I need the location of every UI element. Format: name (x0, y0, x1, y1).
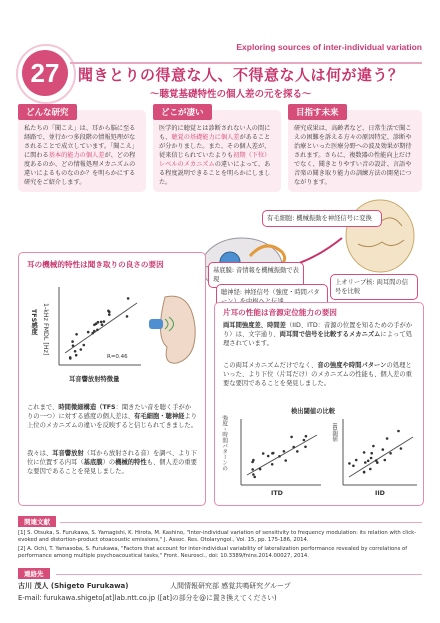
scatter-point (108, 311, 111, 314)
scatter-point (367, 460, 370, 463)
right-chart-ylabel-right: IID閾値 (331, 423, 338, 442)
scatter-point (252, 459, 255, 462)
scatter-point (397, 430, 400, 433)
label-olive: 上オリーブ核: 両耳間の信号を比較 (330, 274, 418, 300)
scatter-point (87, 331, 90, 334)
scatter-point (101, 323, 104, 326)
scatter-point (103, 320, 106, 323)
right-para2: この両耳メカニズムだけでなく、音の強度や時間パターンの処理といった、より下位（片耳だけ）のメカニズムの性能も、個人差の重要な要因であることを発見しました。 (223, 362, 412, 388)
scatter-point (305, 435, 308, 438)
scatter-point (267, 455, 270, 458)
ear-diagram-small (147, 289, 203, 369)
scatter-point (95, 322, 98, 325)
left-section (18, 252, 206, 506)
scatter-point (296, 450, 299, 453)
reference-2: [2] A. Ochi, T. Yamasoba, S. Furukawa, "Factors that account for inter-individual variability of lateralization performance revealed by correlations of performance among multiple psychoacoustical tasks," Front. Neurosci., doi: 10.3389/fnins.2014.00027, 2014. (18, 546, 408, 560)
scatter-point (278, 455, 281, 458)
column-text: 医学的に聴覚とは診断されない人の間にも、聴覚の基礎能力に個人差があることが分かりました。また、その個人差が、従来信じられていたよりも初期（下位）レベルのメカニズムの違いによって、ある程度説明できることを明らかにしました。 (159, 125, 271, 186)
scatter-point (93, 330, 96, 333)
scatter-point (75, 333, 78, 336)
scatter-point (352, 465, 355, 468)
scatter-point (386, 437, 389, 440)
chart-ylabel-2: 1-kHz FMDL [Hz] (42, 303, 50, 356)
scatter-point (355, 459, 358, 462)
scatter-point (80, 348, 83, 351)
scatter-point (348, 462, 351, 465)
page-subtitle: ～聴覚基礎特性の個人差の元を探る～ (150, 89, 312, 100)
left-scatter (55, 285, 143, 371)
column-text: 私たちの「聞こえ」は、耳から脳に至る経路で、並行かつ多段階の情報処理がなされることで成立しています。「聞こえ」に関わる基本的能力の個人差が、どの程度あるのか、どの情報処理メカニズムの違いによるものなのか？を明らかにする研究をご紹介します。 (24, 125, 138, 186)
column-highlight (153, 110, 281, 192)
column-heading: どこが凄い (153, 104, 212, 120)
left-para1: これまで、時間微細構造（TFS：聞きたい音を聴く手がかりの一つ）に対する感度の個人差は、有毛細胞・聴神経より上位のメカニズムの違いを反映すると信じられてきました。 (27, 404, 198, 430)
scatter-point (382, 448, 385, 451)
scatter-point (262, 452, 265, 455)
label-nerve: 聴神経: 神経信号（強度・時間パタ (216, 284, 328, 310)
scatter-point (252, 473, 255, 476)
scatter-point (72, 344, 75, 347)
chart-ylabel-1: TFS感度 (30, 309, 38, 335)
scatter-point (271, 463, 274, 466)
scatter-point (303, 439, 306, 442)
scatter-point (253, 476, 256, 479)
right-scatter-iid (339, 417, 419, 489)
contact-email: E-mail: furukawa.shigeto[at]lab.ntt.co.jp ([at]の部分を@に置き換えてください) (18, 594, 277, 602)
scatter-point (375, 459, 378, 462)
scatter-point (108, 313, 111, 316)
scatter-point (370, 457, 373, 460)
scatter-point (71, 340, 74, 343)
scatter-point (251, 468, 254, 471)
english-title: Exploring sources of inter-individual variation (236, 42, 422, 52)
references-rule (60, 522, 422, 523)
label-basilar: 基底膜: 音情報を機械振動で表現 (208, 262, 304, 288)
scatter-point (292, 446, 295, 449)
scatter-point (75, 354, 78, 357)
scatter-point (283, 450, 286, 453)
scatter-point (384, 459, 387, 462)
scatter-point (127, 297, 130, 300)
right-para1: 両耳間強度差、時間差（IID、ITD：音源の位置を知るための手がかり）は、文字通り、両耳間で信号を比較するメカニズムによって処理されています。 (223, 322, 413, 348)
scatter-point (363, 471, 366, 474)
scatter-point (372, 445, 375, 448)
reference-1: [1] S. Otsuka, S. Furukawa, S. Yamagishi, K. Hirota, M. Kashino, "Inter-individual variation of sensitivity to frequency modulation: its relation with click-evoked and distortion-product otoacoustic emissions," J. Assoc. Res. Otolaryngol., Vol. 15, pp. 175-186, 2014. (18, 530, 417, 544)
column-text: 研究成果は、高齢者など、日常生活で聞こえの困難を訴える方々の原因特定、診断や治療といった医療分野への波及効果が期待されます。さらに、複数器の性能向上だけでなく、聞きとりやすい音の設計、言語や音楽の聞き取り能力の訓練方法の開発につながります。 (294, 125, 412, 186)
column-heading: どんな研究 (18, 104, 77, 120)
page-title: 聞きとりの得意な人、不得意な人は何が違う？ (78, 66, 404, 84)
column-research (18, 110, 146, 192)
right-section (214, 302, 424, 506)
references-tag: 関連文献 (18, 516, 56, 527)
left-section-heading: 耳の機械的特性は聞き取りの良さの要因 (27, 260, 164, 269)
scatter-point (271, 452, 274, 455)
contact-rule (56, 574, 422, 575)
right-scatter-itd (237, 417, 323, 489)
scatter-point (370, 452, 373, 455)
left-para2: 我々は、耳音響放射（耳から放射される音）を調べ、より下位に位置する内耳（基底膜）の機械的特性も、個人差の重要な要因であることを発見しました。 (27, 450, 198, 476)
scatter-point (284, 459, 287, 462)
scatter-point (126, 315, 129, 318)
column-heading: 目指す未来 (288, 104, 347, 120)
speaker-icon (149, 319, 163, 329)
scatter-point (304, 446, 307, 449)
scatter-point (400, 447, 403, 450)
scatter-point (91, 332, 94, 335)
scatter-point (100, 321, 103, 324)
scatter-point (369, 468, 372, 471)
label-hair-cell: 有毛細胞: 機械振動を神経信号に変換 (262, 210, 382, 227)
right-chart-title: 検出閾値の比較 (291, 408, 336, 415)
column-future (288, 110, 422, 192)
scatter-point (69, 357, 72, 360)
scatter-point (83, 344, 86, 347)
right-section-heading: 片耳の性能は音源定位能力の要因 (223, 308, 337, 317)
scatter-point (290, 436, 293, 439)
label-itd: ITD (271, 490, 283, 497)
number-badge: 27 (22, 50, 68, 96)
right-chart-ylabel-left: 強度・時間パターンの (221, 415, 228, 471)
contact-affiliation: 人間情報研究部 感覚共鳴研究グループ (170, 582, 291, 590)
left-chart (29, 279, 209, 397)
label-iid: IID (375, 490, 385, 497)
scatter-point (96, 329, 99, 332)
contact-tag: 連絡先 (18, 568, 50, 579)
scatter-point (389, 452, 392, 455)
scatter-point (363, 451, 366, 454)
scatter-point (364, 461, 367, 464)
scatter-point (259, 468, 262, 471)
chart-r: R=0.46 (107, 354, 128, 360)
chart-xlabel: 耳音響放射特徴量 (69, 376, 120, 383)
contact-name: 古川 茂人 (Shigeto Furukawa) (18, 582, 129, 590)
scatter-point (74, 350, 77, 353)
